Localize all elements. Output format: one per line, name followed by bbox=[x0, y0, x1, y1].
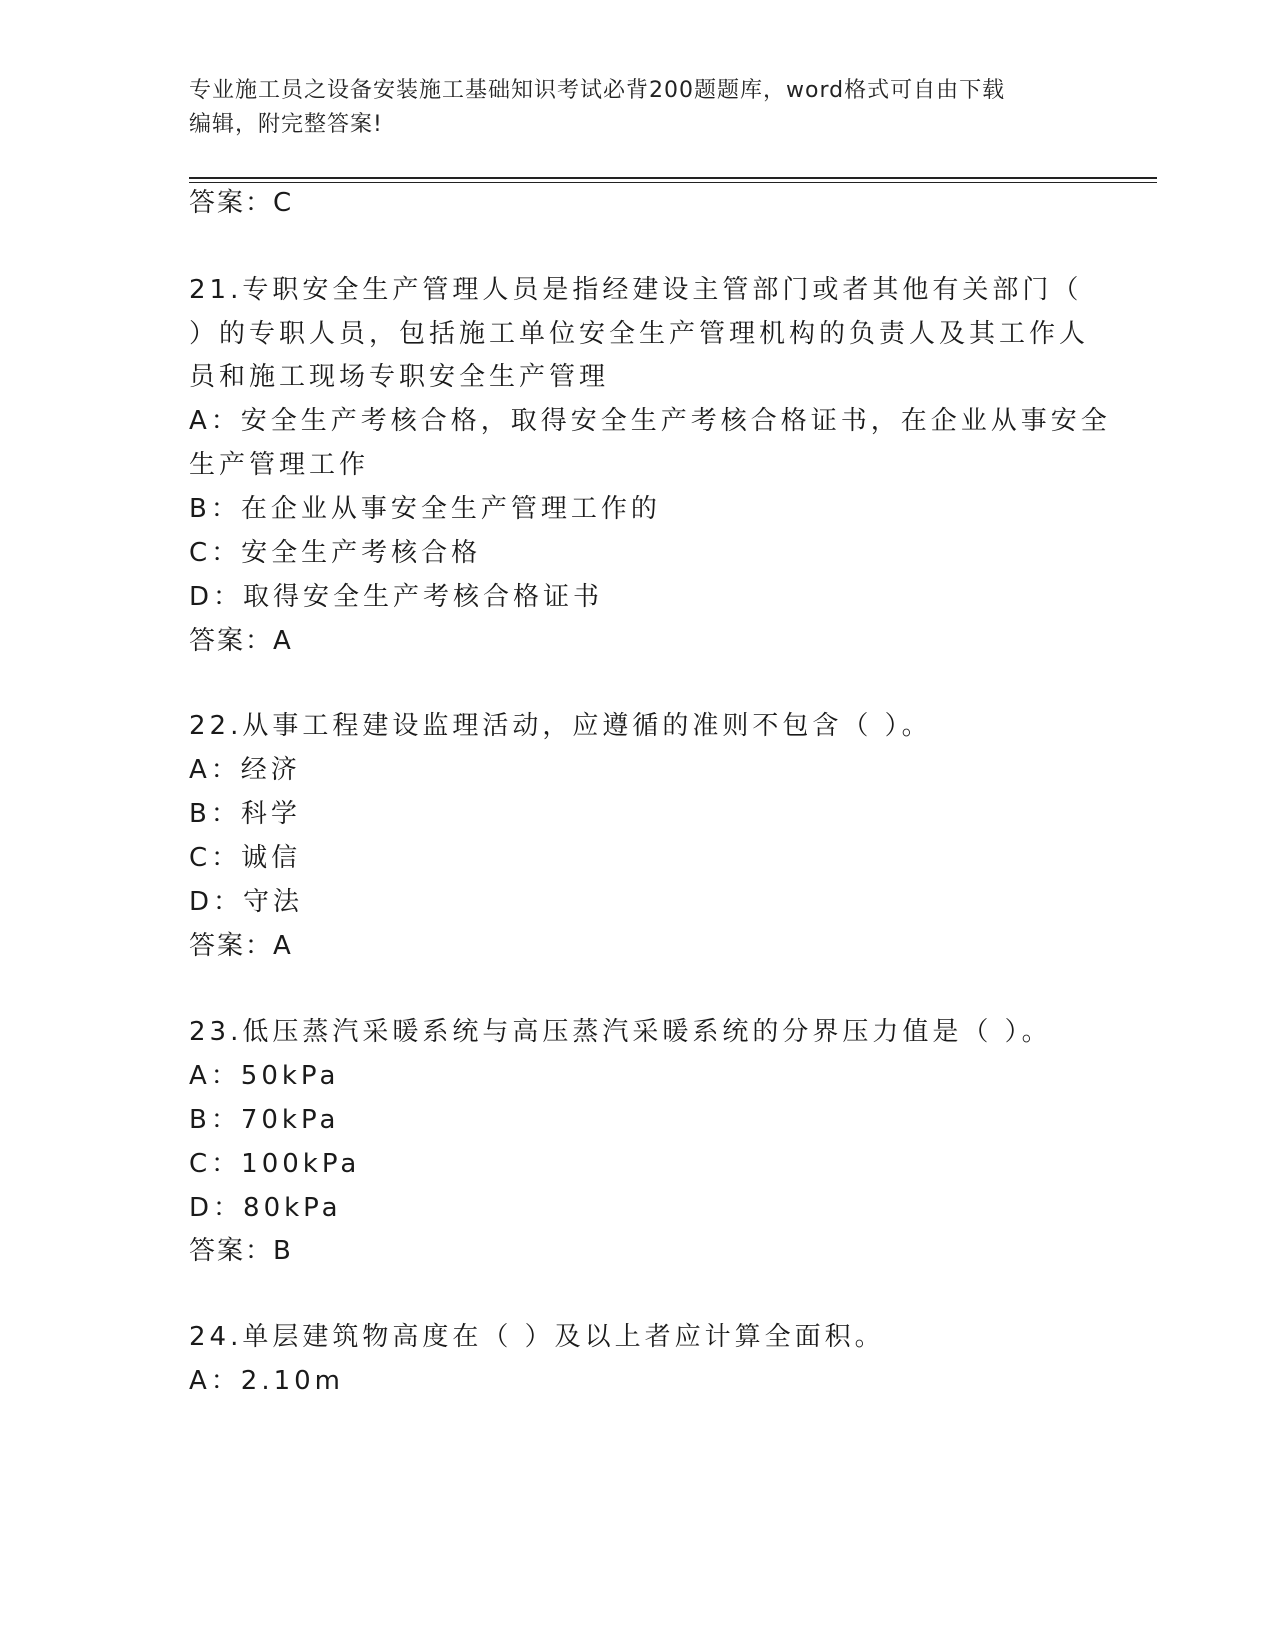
q21-option-d: D：取得安全生产考核合格证书 bbox=[189, 582, 604, 612]
q21-stem-line-3: 员和施工现场专职安全生产管理 bbox=[189, 362, 610, 392]
q22-stem: 22.从事工程建设监理活动，应遵循的准则不包含（ ）。 bbox=[189, 711, 932, 741]
q23-option-d: D：80kPa bbox=[189, 1193, 342, 1223]
previous-question-answer: 答案：C bbox=[189, 188, 294, 218]
q23-option-c: C：100kPa bbox=[189, 1149, 361, 1179]
q23-stem: 23.低压蒸汽采暖系统与高压蒸汽采暖系统的分界压力值是（ ）。 bbox=[189, 1017, 1052, 1047]
q22-answer: 答案：A bbox=[189, 931, 293, 961]
q22-option-c: C：诚信 bbox=[189, 843, 302, 873]
q21-option-b: B：在企业从事安全生产管理工作的 bbox=[189, 494, 661, 524]
header-title-line-1: 专业施工员之设备安装施工基础知识考试必背200题题库，word格式可自由下载 bbox=[189, 78, 1006, 103]
q21-option-a-line-1: A：安全生产考核合格，取得安全生产考核合格证书，在企业从事安全 bbox=[189, 406, 1111, 436]
header-title-line-2: 编辑，附完整答案! bbox=[189, 112, 383, 137]
header-divider-thin bbox=[189, 182, 1157, 183]
q21-option-c: C：安全生产考核合格 bbox=[189, 538, 482, 568]
q22-option-a: A：经济 bbox=[189, 755, 301, 785]
q23-answer: 答案：B bbox=[189, 1236, 293, 1266]
q24-option-a: A：2.10m bbox=[189, 1366, 345, 1396]
header-divider-thick bbox=[189, 177, 1157, 179]
q21-answer: 答案：A bbox=[189, 626, 293, 656]
document-header bbox=[189, 74, 1089, 142]
q23-option-b: B：70kPa bbox=[189, 1105, 340, 1135]
q24-stem: 24.单层建筑物高度在（ ）及以上者应计算全面积。 bbox=[189, 1322, 885, 1352]
q22-option-d: D：守法 bbox=[189, 887, 304, 917]
q21-stem-line-2: ）的专职人员，包括施工单位安全生产管理机构的负责人及其工作人 bbox=[189, 319, 1090, 349]
q21-stem-line-1: 21.专职安全生产管理人员是指经建设主管部门或者其他有关部门（ bbox=[189, 275, 1083, 305]
q22-option-b: B：科学 bbox=[189, 799, 301, 829]
q23-option-a: A：50kPa bbox=[189, 1061, 340, 1091]
q21-option-a-line-2: 生产管理工作 bbox=[189, 450, 370, 480]
